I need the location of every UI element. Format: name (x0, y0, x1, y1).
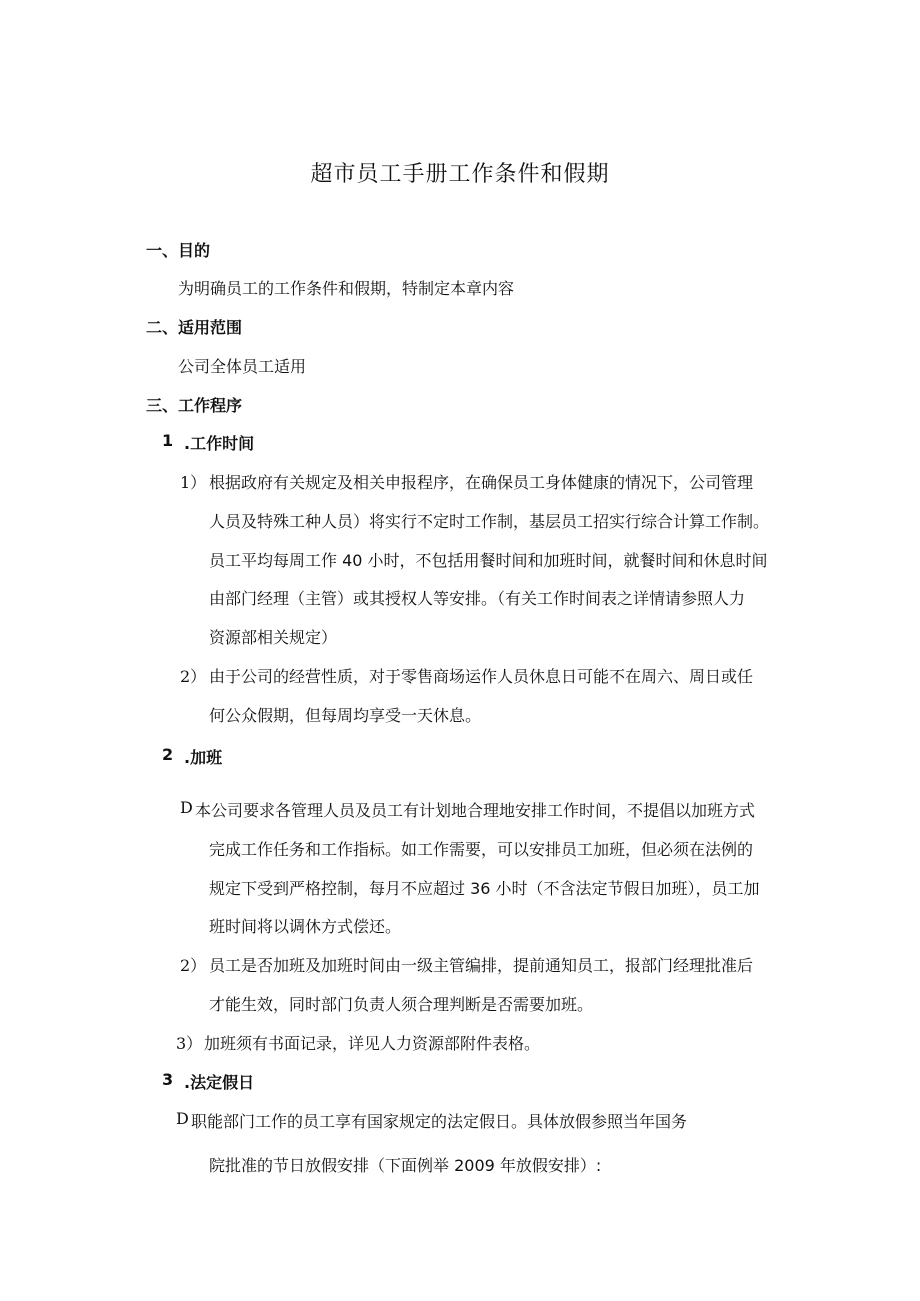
item-number: 2） (180, 667, 207, 686)
item-number: D (180, 798, 193, 817)
subsection-number-working-hours: 1 (162, 431, 174, 450)
paragraph-line: 根据政府有关规定及相关申报程序，在确保员工身体健康的情况下，公司管理 (209, 473, 754, 492)
item-number: D (176, 1109, 189, 1128)
subsection-heading-overtime: .加班 (184, 748, 223, 767)
section-body-scope: 公司全体员工适用 (178, 357, 307, 376)
section-heading-purpose: 一、目的 (146, 241, 211, 260)
subsection-number-holidays: 3 (162, 1070, 174, 1089)
section-body-purpose: 为明确员工的工作条件和假期，特制定本章内容 (178, 279, 515, 298)
paragraph-line: 规定下受到严格控制，每月不应超过 36 小时（不含法定节假日加班），员工加 (209, 879, 760, 898)
paragraph-line: 加班须有书面记录，详见人力资源部附件表格。 (204, 1034, 541, 1053)
paragraph-line: 员工是否加班及加班时间由一级主管编排，提前通知员工，报部门经理批准后 (209, 956, 754, 975)
paragraph-line: 本公司要求各管理人员及员工有计划地合理地安排工作时间，不提倡以加班方式 (195, 801, 756, 820)
section-heading-procedure: 三、工作程序 (146, 396, 243, 415)
paragraph-line: 完成工作任务和工作指标。如工作需要，可以安排员工加班，但必须在法例的 (209, 840, 754, 859)
paragraph-line: 资源部相关规定） (209, 628, 338, 647)
paragraph-line: 班时间将以调休方式偿还。 (209, 917, 402, 936)
item-number: 2） (180, 956, 207, 975)
item-number: 1） (180, 473, 207, 492)
page-title: 超市员工手册工作条件和假期 (310, 162, 610, 187)
subsection-heading-holidays: .法定假日 (184, 1073, 255, 1092)
paragraph-line: 院批准的节日放假安排（下面例举 2009 年放假安排）: (209, 1156, 602, 1175)
paragraph-line: 由部门经理（主管）或其授权人等安排。（有关工作时间表之详情请参照人力 (209, 589, 746, 608)
paragraph-line: 人员及特殊工种人员）将实行不定时工作制，基层员工招实行综合计算工作制。 (209, 512, 770, 531)
paragraph-line: 职能部门工作的员工享有国家规定的法定假日。具体放假参照当年国务 (191, 1112, 688, 1131)
subsection-heading-working-hours: .工作时间 (184, 434, 255, 453)
paragraph-line: 由于公司的经营性质，对于零售商场运作人员休息日可能不在周六、周日或任 (209, 667, 754, 686)
subsection-number-overtime: 2 (162, 745, 174, 764)
section-heading-scope: 二、适用范围 (146, 318, 243, 337)
paragraph-line: 何公众假期，但每周均享受一天休息。 (209, 706, 482, 725)
paragraph-line: 员工平均每周工作 40 小时，不包括用餐时间和加班时间，就餐时间和休息时间 (209, 551, 768, 570)
paragraph-line: 才能生效，同时部门负责人须合理判断是否需要加班。 (209, 995, 594, 1014)
item-number: 3） (176, 1034, 203, 1053)
